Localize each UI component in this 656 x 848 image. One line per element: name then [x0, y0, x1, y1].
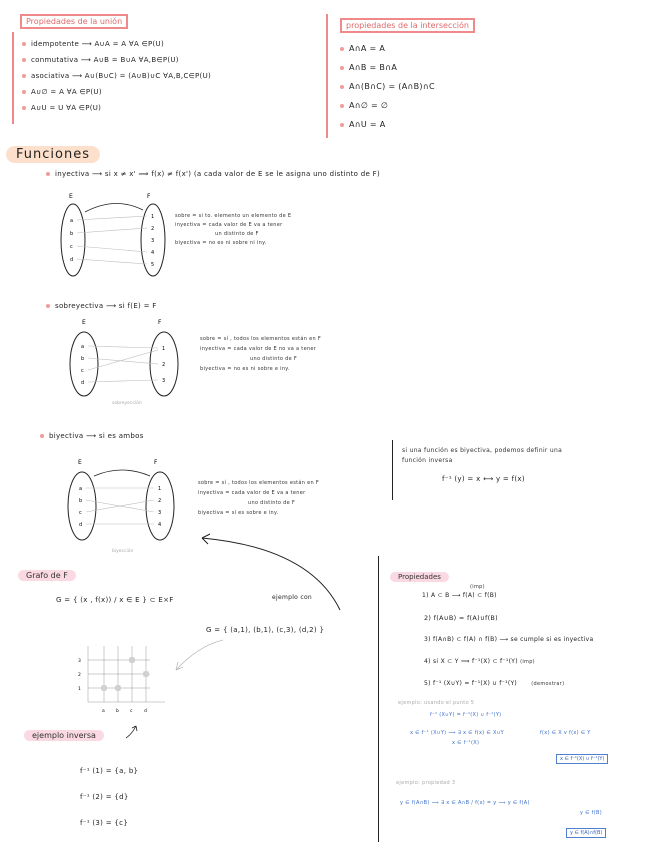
set-label-F: F [147, 193, 151, 200]
x-tick: c [130, 709, 133, 714]
element-c: c [81, 368, 84, 374]
element-d: d [70, 257, 74, 263]
prop-item-3: 3) f(A∩B) ⊂ f(A) ∩ f(B) ⟶ se cumple si es inyectiva [424, 636, 594, 643]
note-line: inyectiva = cada valor de E va a tener [175, 222, 283, 228]
bullet-icon [46, 304, 50, 308]
set-E-ellipse [68, 472, 96, 540]
grafo-plot [70, 640, 170, 718]
set-label-E: E [78, 459, 82, 466]
prop-item-4-text: 4) si X ⊂ Y ⟹ f⁻¹(X) ⊂ f⁻¹(Y) [424, 658, 518, 665]
union-bar [12, 32, 14, 124]
note-line: inyectiva = cada valor de E va a tener [198, 490, 306, 496]
bullet-icon [340, 104, 344, 108]
set-E-ellipse [61, 204, 85, 276]
intersection-item: A∩∅ = ∅ [340, 101, 435, 120]
intersection-item: A∩B = B∩A [340, 63, 435, 82]
element-3: 3 [162, 378, 166, 384]
inyectiva-notes [175, 212, 291, 248]
bullet-icon [340, 123, 344, 127]
inverse-line: f⁻¹ (1) = {a, b} [80, 767, 139, 775]
union-title: Propiedades de la unión [20, 14, 128, 29]
x-tick: b [116, 709, 119, 714]
union-item: asociativa ⟶ A∪(B∪C) = (A∪B)∪C ∀A,B,C∈P(U) [22, 72, 211, 88]
grafo-ejemplo: ejemplo con [272, 594, 313, 601]
element-a: a [81, 344, 85, 350]
note-line: sobre = sí , todos los elementos están en F [198, 480, 320, 486]
prop-note-imp1: (imp) [470, 584, 485, 590]
set-label-F: F [154, 459, 158, 466]
propiedades-title: Propiedades [390, 572, 449, 582]
union-item: A∪∅ = A ∀A ∈P(U) [22, 88, 211, 104]
note-line: sobre = sí , todos los elementos están en F [200, 336, 322, 342]
ej1-line3: f(x) ∈ X v f(x) ∈ Y [540, 730, 591, 736]
grafo-example: G = { (a,1), (b,1), (c,3), (d,2) } [206, 626, 325, 634]
set-label-E: E [82, 319, 86, 326]
ej2-line1: y ∈ f(A∩B) ⟹ ∃ x ∈ A∩B / f(x) = y ⟹ y ∈ f(A) [400, 800, 530, 806]
prop-item-5 [424, 680, 564, 687]
bullet-icon [22, 90, 26, 94]
note-line: biyectiva = sí es sobre e iny. [198, 510, 279, 516]
x-tick: a [102, 709, 105, 714]
bullet-icon [22, 74, 26, 78]
set-label-F: F [158, 319, 162, 326]
element-c: c [79, 510, 82, 516]
union-item: idempotente ⟶ A∪A = A ∀A ∈P(U) [22, 40, 211, 56]
prop-item-1: 1) A ⊂ B ⟶ f(A) ⊂ f(B) [422, 592, 497, 599]
element-b: b [70, 231, 74, 237]
prop-note-demostrar: (demostrar) [531, 681, 565, 687]
prop-item-5-text: 5) f⁻¹ (X∪Y) = f⁻¹(X) ∪ f⁻¹(Y) [424, 680, 518, 687]
intersection-item: A∩(B∩C) = (A∩B)∩C [340, 82, 435, 101]
intersection-item: A∩A = A [340, 44, 435, 63]
note-line: biyectiva = no es ni sobre ni iny. [175, 240, 267, 246]
example-arrow [168, 636, 228, 676]
sobreyectiva-diagram [62, 316, 187, 406]
mapping-arrow [85, 203, 143, 212]
element-1: 1 [151, 214, 155, 220]
set-F-ellipse [146, 472, 174, 540]
x-tick: d [144, 709, 147, 714]
bullet-icon [22, 58, 26, 62]
bullet-icon [22, 106, 26, 110]
sobreyectiva-label: sobreyectiva ⟶ si f(E) = F [46, 302, 157, 310]
grafo-formula: G = { (x , f(x)) / x ∈ E } ⊂ E×F [56, 596, 174, 604]
element-b: b [81, 356, 85, 362]
ejemplo-inversa-list [80, 758, 138, 836]
intersection-title: propiedades de la intersección [340, 18, 475, 33]
element-5: 5 [151, 262, 155, 268]
inverse-note [402, 446, 562, 484]
bullet-icon [40, 434, 44, 438]
intersection-list [340, 44, 435, 139]
element-2: 2 [162, 362, 166, 368]
grafo-title: Grafo de F [18, 570, 76, 581]
y-tick: 1 [78, 687, 81, 692]
ej2-line2: y ∈ f(B) [580, 810, 602, 816]
union-item: A∪U = U ∀A ∈P(U) [22, 104, 211, 120]
inverse-formula: f⁻¹ (y) = x ⟷ y = f(x) [442, 475, 525, 483]
inverse-divider [392, 440, 393, 500]
intersection-item: A∩U = A [340, 120, 435, 139]
prop-item-4 [424, 658, 535, 665]
element-1: 1 [158, 486, 162, 492]
ej1-line4: x ∈ f⁻¹(X) [452, 740, 480, 746]
bullet-icon [340, 47, 344, 51]
prop-note-imp4: (imp) [520, 659, 535, 665]
biyectiva-label: biyectiva ⟶ si es ambos [40, 432, 144, 440]
sobreyeccion-caption: sobreyección [112, 401, 142, 406]
ej1-line1: f⁻¹ (X∪Y) = f⁻¹(X) ∪ f⁻¹(Y) [430, 712, 502, 718]
biyectiva-notes [198, 478, 319, 518]
ej2-result-box: y ∈ f(A)∩f(B) [566, 828, 606, 838]
element-a: a [70, 218, 74, 224]
set-label-E: E [69, 193, 73, 200]
union-item: conmutativa ⟶ A∪B = B∪A ∀A,B∈P(U) [22, 56, 211, 72]
intersection-bar [326, 14, 328, 138]
ej1-result-box: x ∈ f⁻¹(X) ∪ f⁻¹(Y) [556, 754, 608, 764]
y-tick: 3 [78, 659, 81, 664]
note-line: uno distinto de F [248, 500, 296, 506]
biyectiva-diagram [62, 456, 192, 556]
note-line: función inversa [402, 457, 453, 464]
bullet-icon [46, 172, 50, 176]
y-tick: 2 [78, 673, 81, 678]
note-line: un distinto de F [215, 231, 259, 237]
note-line: biyectiva = no es ni sobre e iny. [200, 366, 290, 372]
bullet-icon [22, 42, 26, 46]
inyectiva-label: inyectiva ⟶ si x ≠ x' ⟹ f(x) ≠ f(x') (a cada valor de E se le asigna uno distinto de F) [46, 170, 380, 178]
element-c: c [70, 244, 73, 250]
set-E-ellipse [70, 332, 98, 396]
ejemplo2-label: ejemplo: propiedad 3 [396, 780, 456, 786]
inyectiva-diagram [55, 188, 175, 288]
bullet-icon [340, 85, 344, 89]
sobreyectiva-notes [200, 334, 321, 374]
ejemplo-inversa-title: ejemplo inversa [24, 730, 104, 741]
inverse-line: f⁻¹ (3) = {c} [80, 819, 129, 827]
small-arrow [122, 722, 142, 742]
element-2: 2 [151, 226, 155, 232]
element-3: 3 [158, 510, 162, 516]
bullet-icon [340, 66, 344, 70]
biyeccion-caption: biyección [112, 549, 134, 554]
element-a: a [79, 486, 83, 492]
note-line: sobre = si to. elemento un elemento de E [175, 213, 292, 219]
curved-arrow [190, 528, 350, 618]
mapping-arrow [94, 470, 150, 476]
note-line: uno distinto de F [250, 356, 298, 362]
element-b: b [79, 498, 83, 504]
ejemplo1-label: ejemplo: usando el punto 5 [398, 700, 475, 706]
element-d: d [81, 380, 85, 386]
note-line: si una función es biyectiva, podemos definir una [402, 447, 563, 454]
inverse-line: f⁻¹ (2) = {d} [80, 793, 129, 801]
prop-item-2: 2) f(A∪B) = f(A)∪f(B) [424, 614, 499, 622]
funciones-title: Funciones [6, 146, 100, 163]
note-line: inyectiva = cada valor de E no va a tener [200, 346, 317, 352]
union-list [22, 40, 211, 120]
element-1: 1 [162, 346, 166, 352]
element-3: 3 [151, 238, 155, 244]
element-4: 4 [158, 522, 162, 528]
element-4: 4 [151, 250, 155, 256]
propiedades-divider [378, 556, 379, 842]
element-d: d [79, 522, 83, 528]
element-2: 2 [158, 498, 162, 504]
ej1-line2: x ∈ f⁻¹ (X∪Y) ⟹ ∃ x ∈ f(x) ∈ X∪Y [410, 730, 505, 736]
